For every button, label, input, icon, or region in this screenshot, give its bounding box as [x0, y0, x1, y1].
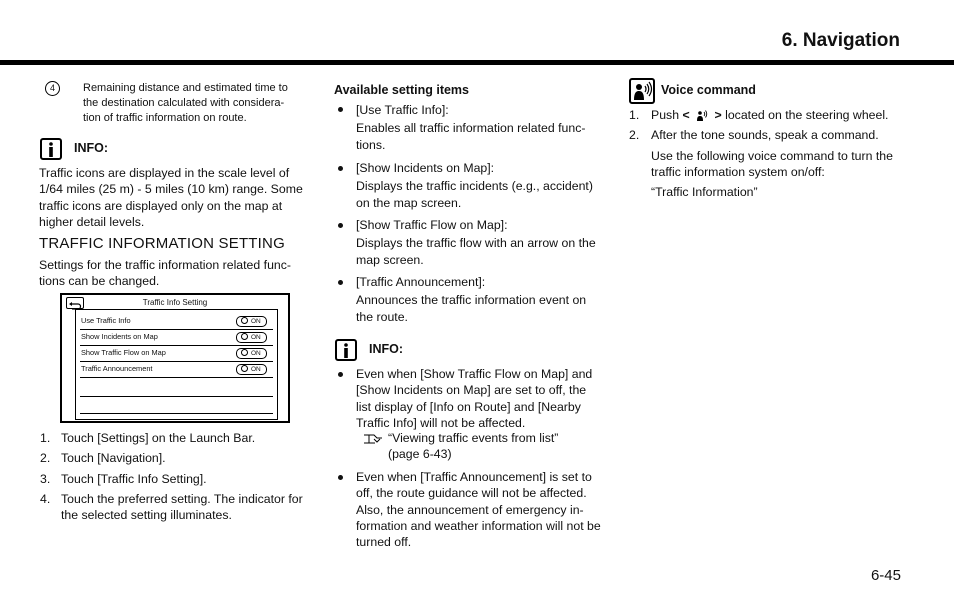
text-line: Traffic icons are displayed in the scale level of — [39, 166, 290, 180]
setting-row-traffic-announcement[interactable] — [80, 362, 273, 378]
item-title: [Show Incidents on Map]: — [356, 161, 495, 175]
on-indicator — [236, 332, 267, 343]
text-line: Even when [Traffic Announcement] is set to — [356, 470, 592, 484]
cross-reference[interactable] — [388, 430, 558, 463]
empty-row — [80, 381, 273, 397]
item-4-marker: 4 — [45, 81, 60, 96]
text-line: Also, the announcement of emergency in- — [356, 502, 584, 517]
item-title: [Use Traffic Info]: — [356, 103, 449, 117]
setting-item — [356, 102, 585, 153]
text-line: traffic icons are displayed only on the map at — [39, 198, 283, 213]
text-line: turned off. — [356, 535, 412, 550]
text-line: Traffic Info] will not be affected. — [356, 415, 526, 430]
text-line: Use the following voice command to turn the — [651, 149, 893, 163]
text-line: [Show Incidents on Map] are set to off, the — [356, 383, 587, 398]
info-label: INFO: — [369, 342, 404, 356]
item-title: [Traffic Announcement]: — [356, 275, 486, 289]
voice-step-1 — [651, 107, 888, 123]
text-line: tion of traffic information on route. — [83, 112, 247, 125]
text-line: the selected setting illuminates. — [61, 508, 232, 523]
text-line: Remaining distance and estimated time to — [83, 82, 288, 94]
bracket-left: < — [682, 108, 690, 122]
chapter-title: 6. Navigation — [781, 30, 900, 51]
voice-instructions — [651, 148, 893, 181]
step-number: 3. — [40, 472, 51, 486]
setting-item — [356, 217, 596, 268]
available-items-heading: Available setting items — [334, 83, 469, 97]
step-text — [61, 491, 303, 524]
setting-row-show-traffic-flow[interactable] — [80, 346, 273, 362]
step-number: 1. — [629, 108, 640, 122]
text-span: located on the steering wheel. — [725, 108, 889, 122]
text-line: “Viewing traffic events from list” — [388, 431, 559, 445]
voice-command-phrase: “Traffic Information” — [651, 185, 758, 199]
step-text: Touch [Navigation]. — [61, 451, 166, 465]
setting-label: Use Traffic Info — [81, 316, 131, 325]
text-line: Even when [Show Traffic Flow on Map] and — [356, 367, 593, 381]
text-line: off, the route guidance will not be affected. — [356, 486, 587, 501]
bullet — [338, 166, 343, 171]
text-line: Displays the traffic incidents (e.g., accident) — [356, 179, 593, 194]
info-bullet — [356, 469, 601, 550]
section-heading: TRAFFIC INFORMATION SETTING — [39, 235, 285, 252]
setting-label: Show Incidents on Map — [81, 332, 158, 341]
on-indicator — [236, 348, 267, 359]
indicator-state: ON — [251, 366, 261, 373]
indicator-state: ON — [251, 334, 261, 341]
setting-row-use-traffic-info[interactable] — [80, 314, 273, 330]
text-span: Push — [651, 108, 680, 122]
setting-item — [356, 274, 586, 325]
text-line: (page 6-43) — [388, 447, 452, 462]
text-line: Announces the traffic information event on — [356, 293, 587, 308]
text-line: Displays the traffic flow with an arrow on the — [356, 236, 596, 251]
voice-step-2: After the tone sounds, speak a command. — [651, 128, 879, 142]
header-rule — [0, 60, 954, 65]
info-bullet — [356, 366, 592, 431]
text-line: higher detail levels. — [39, 214, 145, 229]
text-line: the route. — [356, 309, 408, 324]
setting-item — [356, 160, 593, 211]
step-text: Touch [Settings] on the Launch Bar. — [61, 431, 256, 445]
step-number: 2. — [40, 451, 51, 465]
step-number: 2. — [629, 128, 640, 142]
setting-label: Traffic Announcement — [81, 364, 153, 373]
text-line: map screen. — [356, 252, 424, 267]
voice-command-icon — [629, 78, 655, 104]
info-icon — [335, 339, 357, 361]
section-intro — [39, 257, 291, 290]
page-number: 6-45 — [870, 567, 901, 584]
empty-row — [80, 398, 273, 414]
bracket-right: > — [714, 108, 722, 122]
voice-command-heading: Voice command — [661, 83, 756, 97]
talk-switch-icon — [693, 109, 711, 121]
setting-label: Show Traffic Flow on Map — [81, 348, 166, 357]
text-line: the destination calculated with considera- — [83, 97, 285, 110]
text-line: 1/64 miles (25 m) - 5 miles (10 km) range. Some — [39, 182, 303, 197]
screen-title: Traffic Info Setting — [142, 298, 208, 307]
text-line: Touch the preferred setting. The indicator for — [61, 492, 303, 506]
indicator-state: ON — [251, 318, 261, 325]
text-line: tions can be changed. — [39, 274, 160, 289]
item-title: [Show Traffic Flow on Map]: — [356, 218, 508, 232]
step-text: Touch [Traffic Info Setting]. — [61, 472, 207, 486]
on-indicator — [236, 316, 267, 327]
text-line: Enables all traffic information related func- — [356, 121, 586, 136]
text-line: Settings for the traffic information related func- — [39, 258, 291, 272]
traffic-info-setting-screen — [60, 293, 290, 423]
bullet — [338, 475, 343, 480]
bullet — [338, 223, 343, 228]
item-4-text — [83, 81, 288, 127]
reference-icon — [363, 432, 383, 450]
info-label: INFO: — [74, 141, 109, 155]
bullet — [338, 372, 343, 377]
info-icon — [40, 138, 62, 160]
step-number: 4. — [40, 492, 51, 506]
setting-row-show-incidents[interactable] — [80, 330, 273, 346]
step-number: 1. — [40, 431, 51, 445]
indicator-state: ON — [251, 350, 261, 357]
bullet — [338, 280, 343, 285]
text-line: formation and weather information will not be — [356, 518, 601, 533]
bullet — [338, 107, 343, 112]
text-line: on the map screen. — [356, 195, 462, 210]
info-body — [39, 165, 303, 230]
on-indicator — [236, 364, 267, 375]
text-line: traffic information system on/off: — [651, 165, 825, 180]
text-line: tions. — [356, 137, 386, 152]
text-line: list display of [Info on Route] and [Nearby — [356, 399, 581, 414]
settings-list — [75, 309, 278, 420]
